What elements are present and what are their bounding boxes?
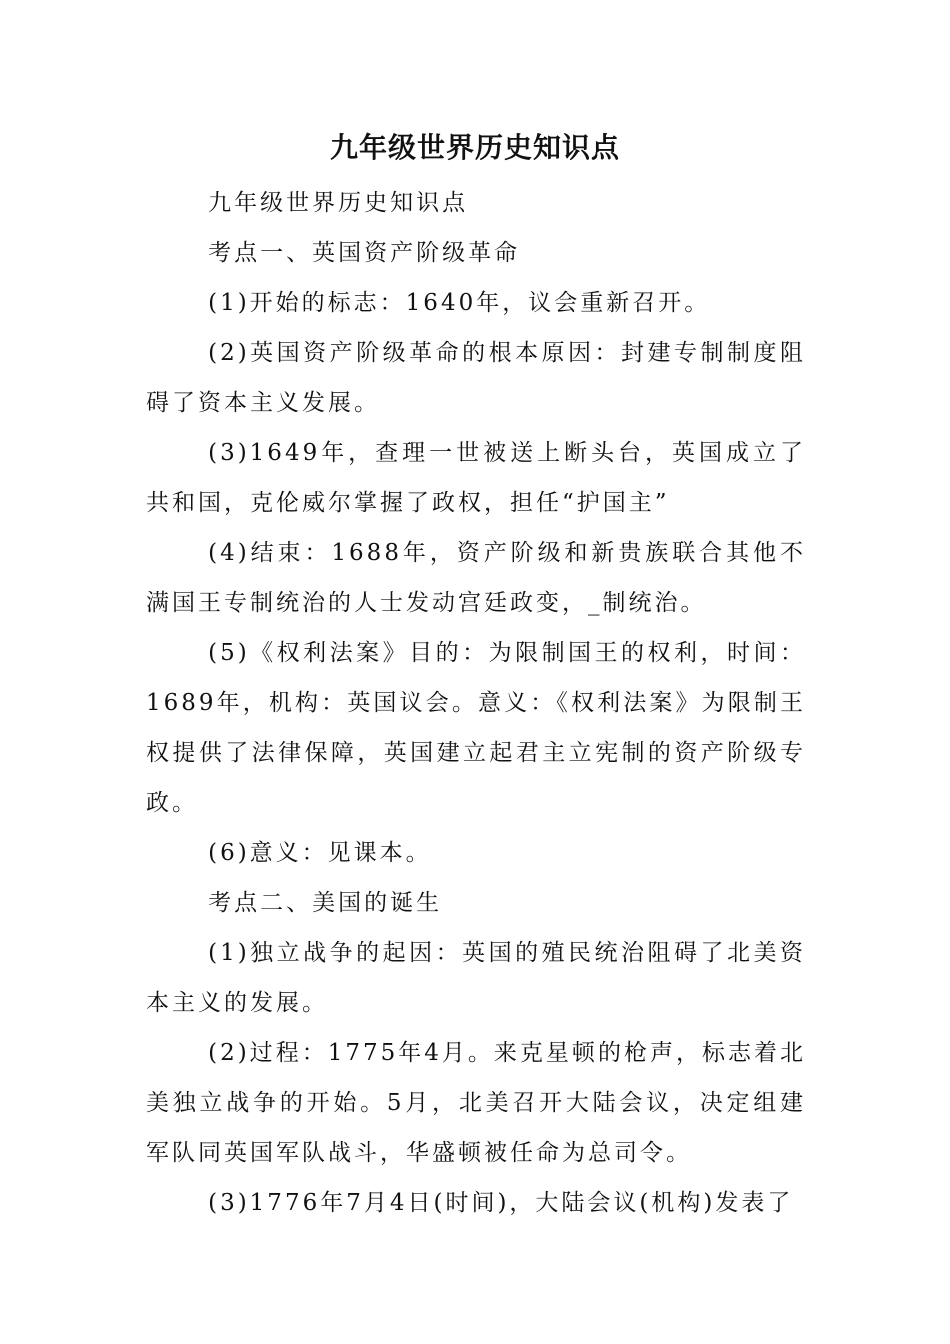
- paragraph: (5)《权利法案》目的：为限制国王的权利，时间：1689年，机构：英国议会。意义：《权利法案》为限制王权提供了法律保障，英国建立起君主立宪制的资产阶级专政。: [146, 640, 806, 816]
- paragraph: (1)独立战争的起因：英国的殖民统治阻碍了北美资本主义的发展。: [146, 940, 806, 1016]
- paragraph: (2)过程：1775年4月。来克星顿的枪声，标志着北美独立战争的开始。5月，北美召开大陆会议，决定组建军队同英国军队战斗，华盛顿被任命为总司令。: [146, 1040, 806, 1166]
- paragraph: (4)结束：1688年，资产阶级和新贵族联合其他不满国王专制统治的人士发动宫廷政变，_制统治。: [146, 540, 806, 616]
- paragraph: (2)英国资产阶级革命的根本原因：封建专制制度阻碍了资本主义发展。: [146, 340, 806, 416]
- document-title: 九年级世界历史知识点: [329, 131, 620, 164]
- document-body: [146, 178, 806, 1228]
- paragraph: (6)意义：见课本。: [208, 840, 432, 866]
- paragraph: (3)1776年7月4日(时间)，大陆会议(机构)发表了: [208, 1190, 794, 1216]
- paragraph: (3)1649年，查理一世被送上断头台，英国成立了共和国，克伦威尔掌握了政权，担任“护国主”: [146, 440, 806, 516]
- paragraph: 九年级世界历史知识点: [208, 190, 469, 216]
- section-heading: 考点二、美国的诞生: [208, 890, 443, 916]
- paragraph: (1)开始的标志：1640年，议会重新召开。: [208, 290, 711, 316]
- section-heading: 考点一、英国资产阶级革命: [208, 240, 521, 266]
